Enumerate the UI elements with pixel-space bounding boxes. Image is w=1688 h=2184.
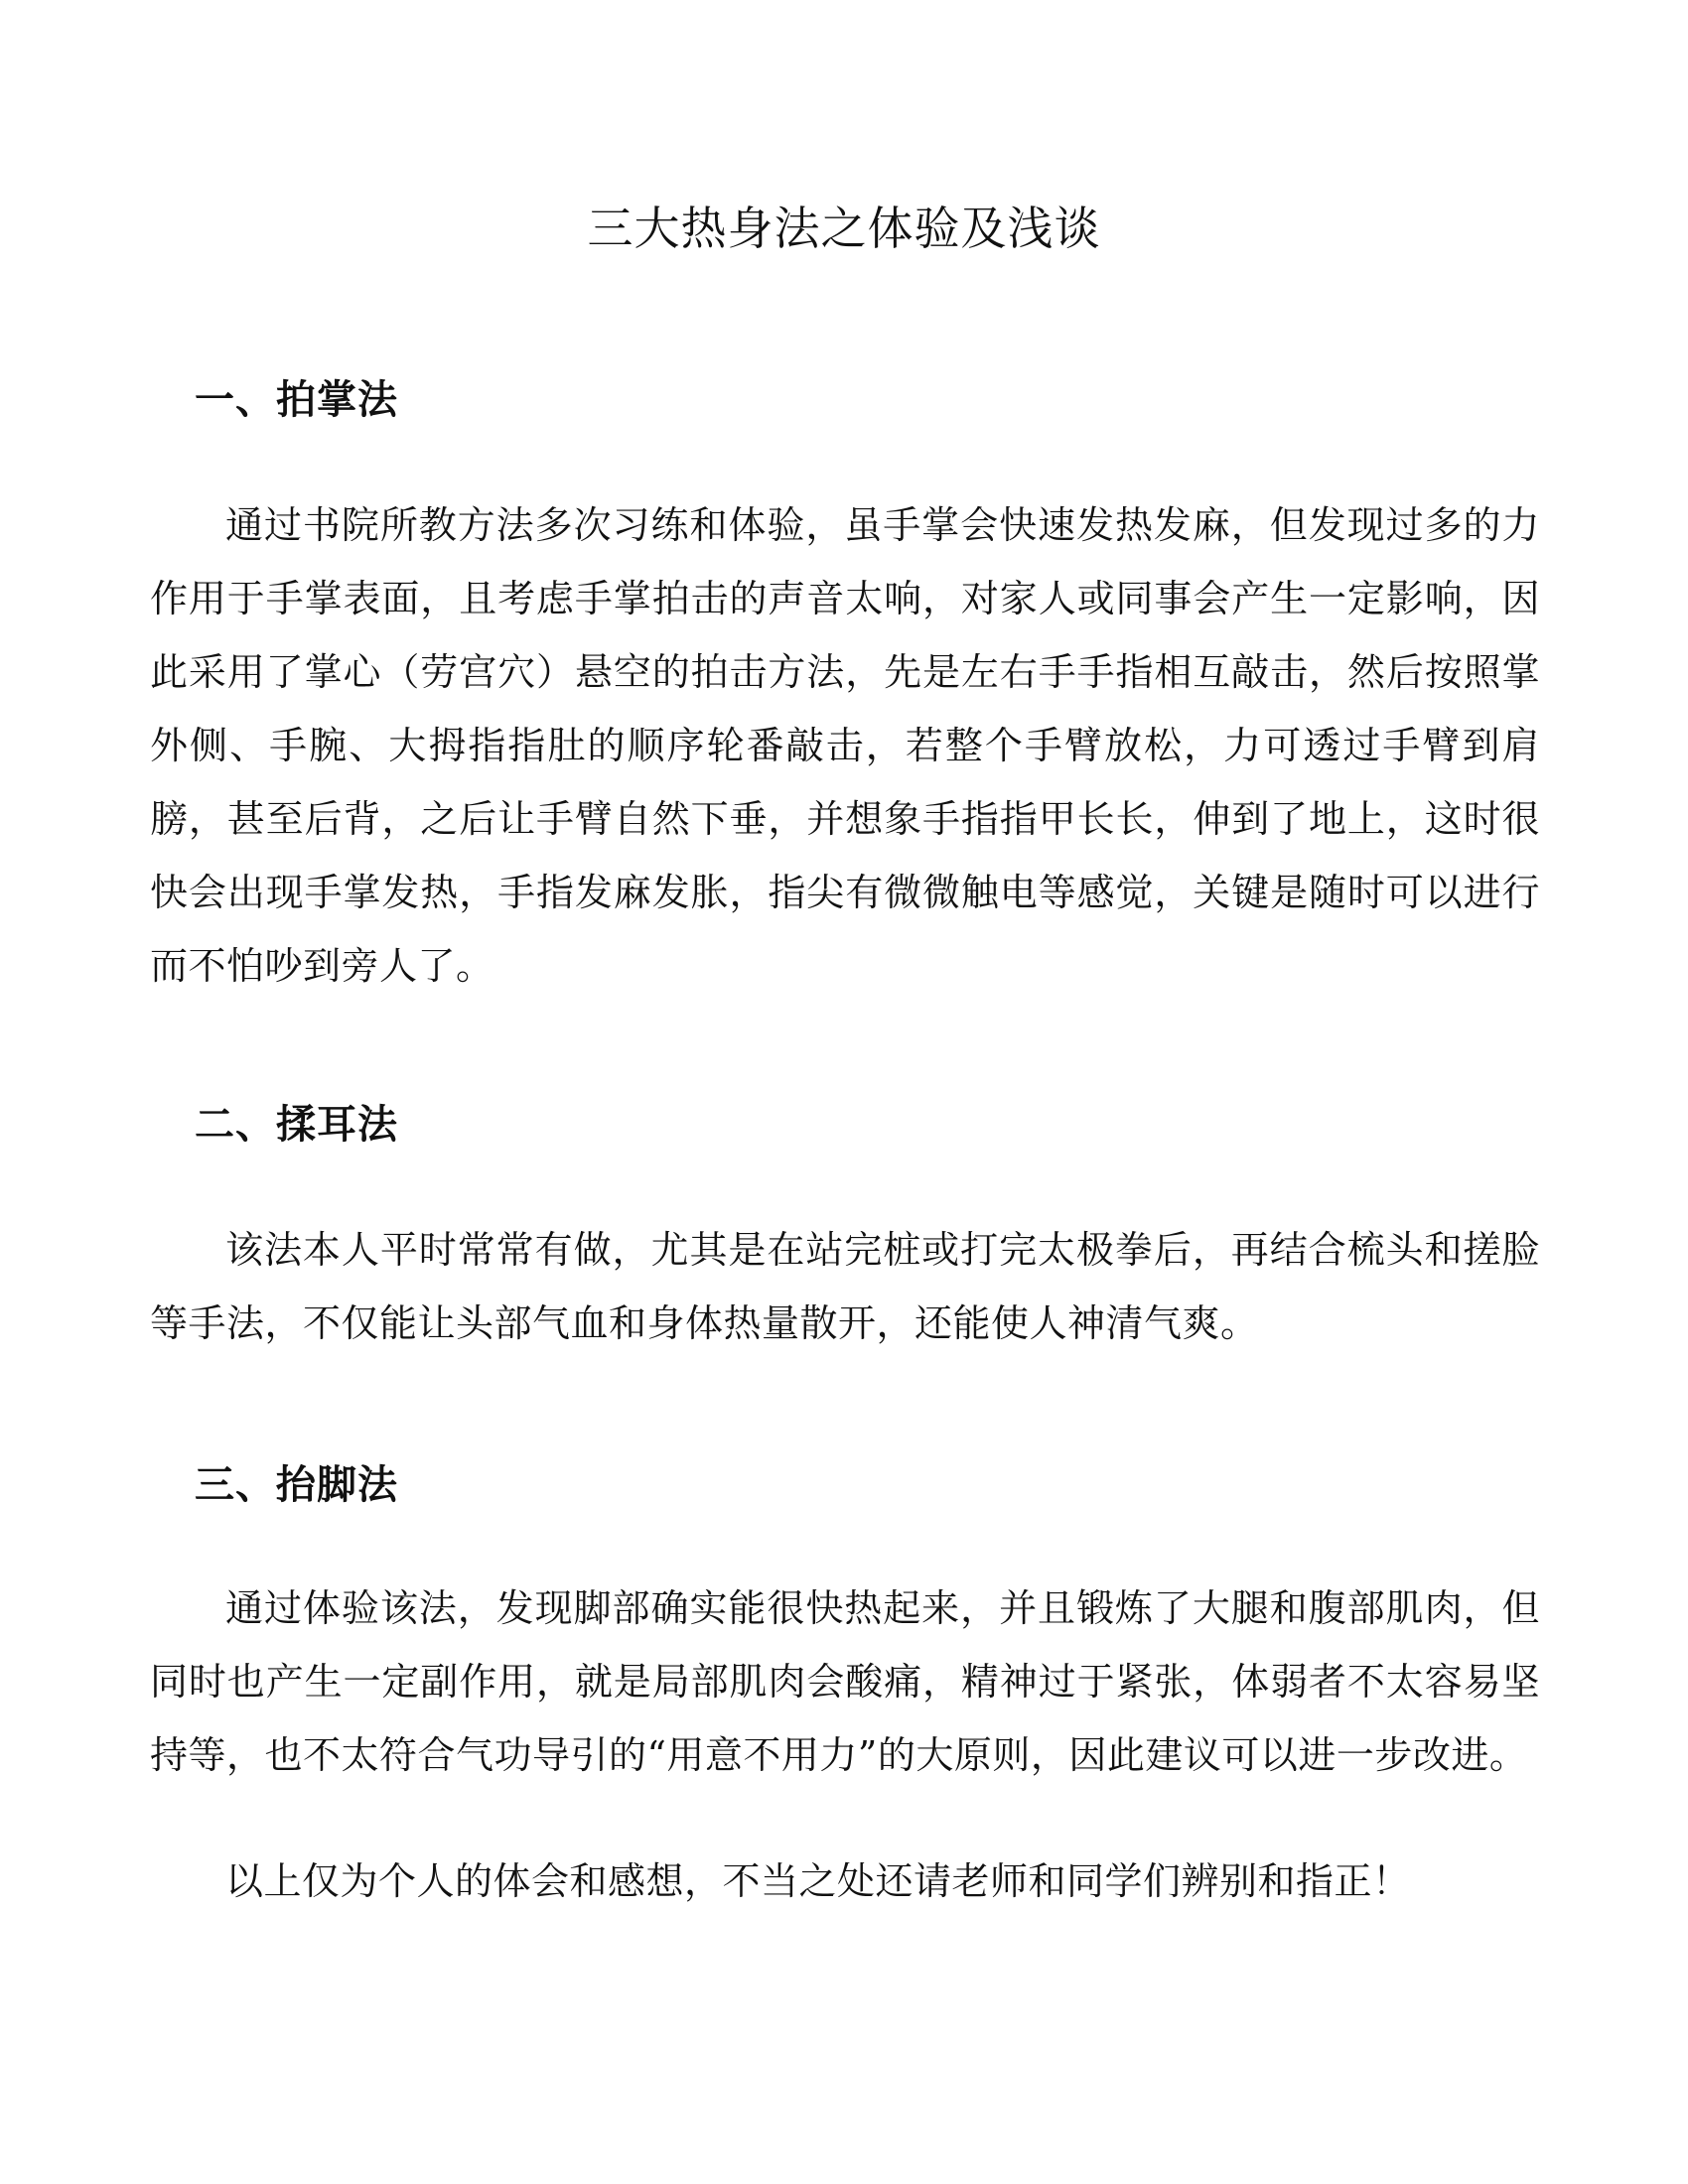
page-title: 三大热身法之体验及浅谈 <box>587 202 1101 255</box>
section-heading-leg-raising: 三、抬脚法 <box>195 1462 398 1508</box>
closing-paragraph: 以上仅为个人的体会和感想，不当之处还请老师和同学们辨别和指正！ <box>225 1859 1411 1903</box>
section-heading-ear-rubbing: 二、揉耳法 <box>195 1102 398 1148</box>
section-body-ear-rubbing: 该法本人平时常常有做，尤其是在站完桩或打完太极拳后，再结合梳头和搓脸等手法，不仅能让头部气血和身体热量散开，还能使人神清气爽。 <box>150 1228 1540 1345</box>
section-body-clapping: 通过书院所教方法多次习练和体验，虽手掌会快速发热发麻，但发现过多的力作用于手掌表面，且考虑手掌拍击的声音太响，对家人或同事会产生一定影响，因此采用了掌心（劳宫穴）悬空的拍击方法，先是左右手手指相互敲击，然后按照掌外侧、手腕、大拇指指肚的顺序轮番敲击，若整个手臂放松，力可透过手臂到肩膀，甚至后背，之后让手臂自然下垂，并想象手指指甲长长，伸到了地上，这时很快会出现手掌发热，手指发麻发胀，指尖有微微触电等感觉，关键是随时可以进行而不怕吵到旁人了。 <box>150 503 1540 988</box>
section-body-leg-raising: 通过体验该法，发现脚部确实能很快热起来，并且锻炼了大腿和腹部肌肉，但同时也产生一定副作用，就是局部肌肉会酸痛，精神过于紧张，体弱者不太容易坚持等，也不太符合气功导引的“用意不用力”的大原则，因此建议可以进一步改进。 <box>150 1586 1540 1777</box>
section-heading-clapping: 一、拍掌法 <box>195 377 398 423</box>
